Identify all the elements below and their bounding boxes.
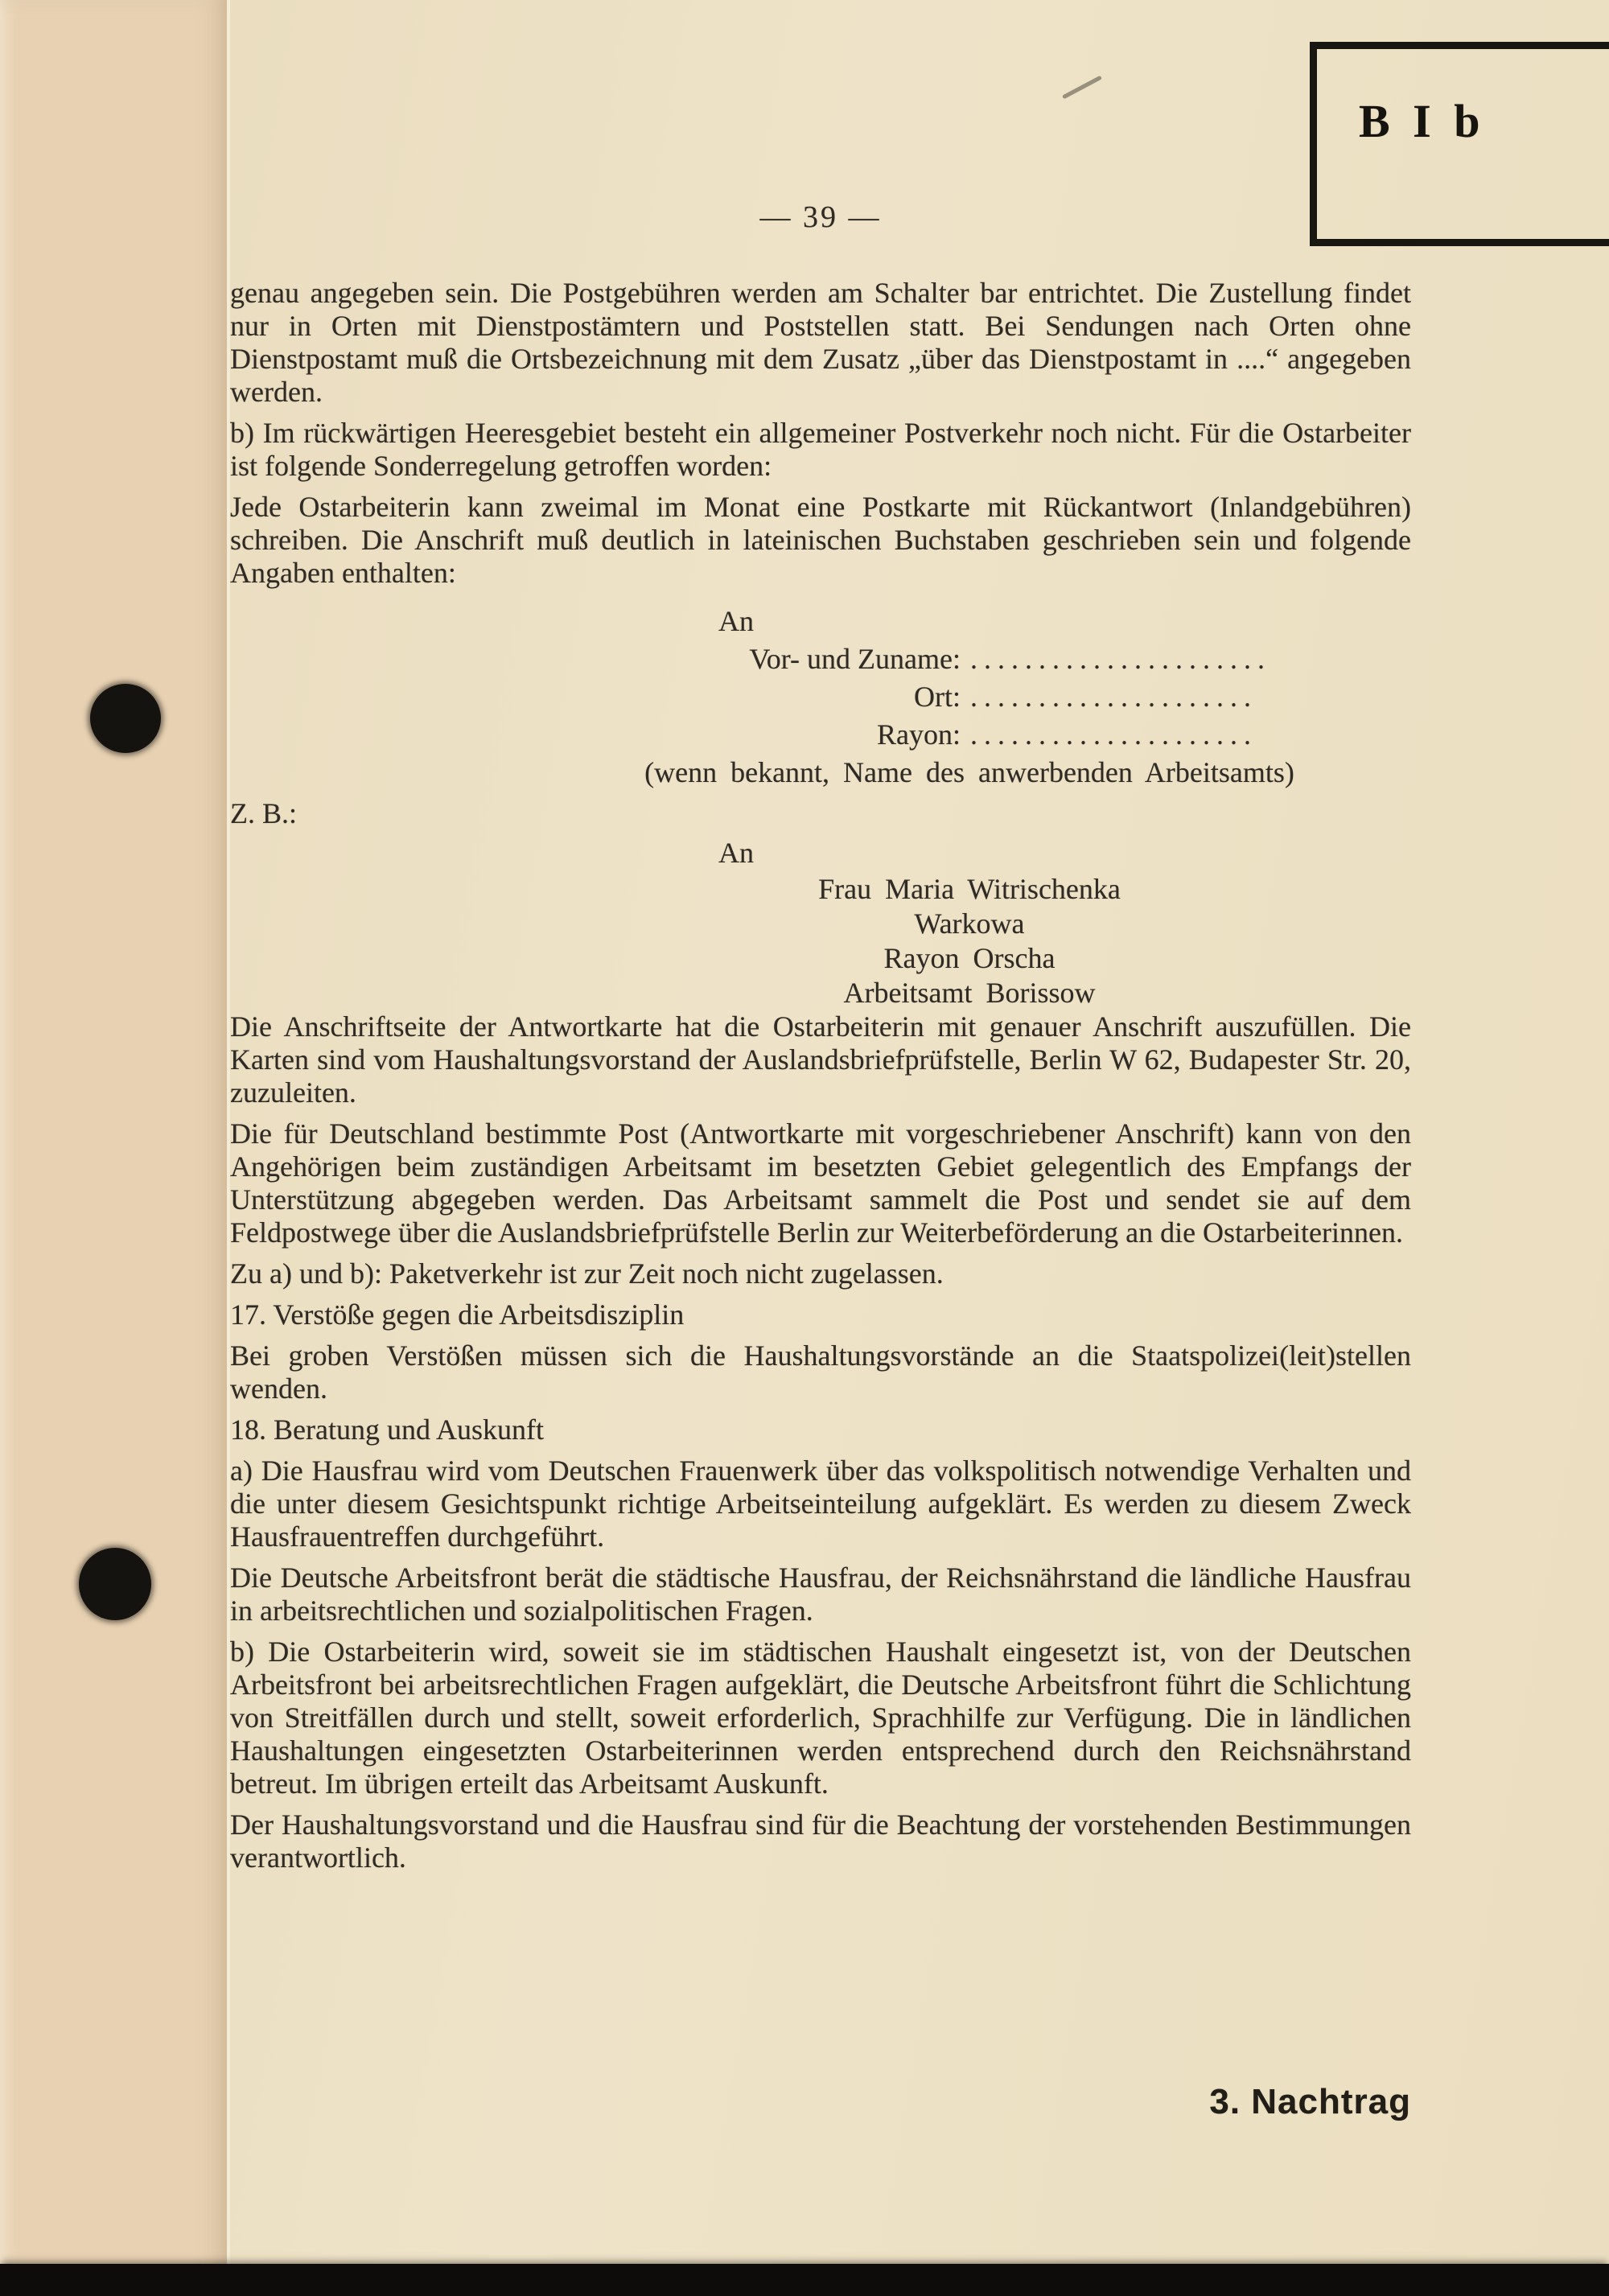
paragraph-arbeitsfront: Die Deutsche Arbeitsfront berät die städtische Hausfrau, der Reichsnährstand die ländliche Hausfrau in arbeitsrechtlichen und sozialpolitischen Fragen. [230, 1562, 1411, 1627]
paragraph-rear-army-area: b) Im rückwärtigen Heeresgebiet besteht ein allgemeiner Postverkehr noch nicht. Für die Ostarbeiter ist folgende Sonderregelung getroffen worden: [230, 417, 1411, 482]
example-address-line-town: Warkowa [914, 907, 1025, 940]
dotted-line: ...................... [970, 643, 1271, 675]
example-address-line-name: Frau Maria Witrischenka [818, 873, 1121, 905]
address-form-row-ort [230, 678, 1411, 716]
document-body [230, 277, 1411, 1882]
address-form-label-ort: Ort: [914, 681, 961, 713]
example-address-an: An [718, 837, 754, 869]
classification-stamp-label: B I b [1359, 95, 1483, 147]
paragraph-reply-card: Die Anschriftseite der Antwortkarte hat die Ostarbeiterin mit genauer Anschrift auszufüllen. Die Karten sind vom Haushaltungsvorstand der Auslandsbriefprüfstelle, Berlin W 62, Budapester Str. 20, zuzuleiten. [230, 1010, 1411, 1109]
section-heading-18: 18. Beratung und Auskunft [230, 1413, 544, 1446]
example-address [230, 834, 1411, 1010]
section-heading-17: 17. Verstöße gegen die Arbeitsdisziplin [230, 1298, 685, 1331]
address-form-row-name [230, 640, 1411, 678]
paragraph-postal-fees: genau angegeben sein. Die Postgebühren werden am Schalter bar entrichtet. Die Zustellung findet nur in Orten mit Dienstpostämtern und Poststellen statt. Bei Sendungen nach Orten ohne Dienstpostamt muß die Ortsbezeichnung mit dem Zusatz „über das Dienstpostamt in ....“ angegeben werden. [230, 277, 1411, 408]
address-form-note: (wenn bekannt, Name des anwerbenden Arbeitsamts) [644, 756, 1294, 788]
paragraph-responsibility: Der Haushaltungsvorstand und die Hausfrau sind für die Beachtung der vorstehenden Bestimmungen verantwortlich. [230, 1808, 1411, 1874]
example-prefix: Z. B.: [230, 797, 298, 829]
address-form-label-name: Vor- und Zuname: [749, 643, 961, 675]
page-number: — 39 — [759, 200, 882, 234]
page-left-edge-strip [0, 0, 230, 2296]
address-form-label-rayon: Rayon: [877, 718, 961, 751]
paragraph-parcel-service: Zu a) und b): Paketverkehr ist zur Zeit noch nicht zugelassen. [230, 1257, 944, 1290]
paragraph-postcard-rules: Jede Ostarbeiterin kann zweimal im Monat eine Postkarte mit Rückantwort (Inlandgebühren) schreiben. Die Anschrift muß deutlich in lateinischen Buchstaben geschrieben sein und folgende Angaben enthalten: [230, 491, 1411, 589]
address-form-an: An [718, 605, 754, 637]
dotted-line: ..................... [970, 718, 1257, 751]
example-address-line-rayon: Rayon Orscha [883, 942, 1056, 974]
paragraph-mail-to-germany: Die für Deutschland bestimmte Post (Antwortkarte mit vorgeschriebener Anschrift) kann von den Angehörigen beim zuständigen Arbeitsamt im besetzten Gebiet gelegentlich des Empfangs der Unterstützung abgegeben werden. Das Arbeitsamt sammelt die Post und sendet sie auf dem Feldpostwege über die Auslandsbriefprüfstelle Berlin zur Weiterbeförderung an die Ostarbeiterinnen. [230, 1117, 1411, 1249]
scan-bottom-edge [0, 2264, 1609, 2296]
example-address-lines [230, 872, 1411, 1010]
punch-hole-top [90, 684, 161, 753]
paragraph-discipline: Bei groben Verstößen müssen sich die Haushaltungsvorstände an die Staatspolizei(leit)stellen wenden. [230, 1339, 1411, 1405]
paragraph-ostarbeiterin-advice: b) Die Ostarbeiterin wird, soweit sie im städtischen Haushalt eingesetzt ist, von der Deutschen Arbeitsfront bei arbeitsrechtlichen Fragen aufgeklärt, die Deutsche Arbeitsfront führt die Schlichtung von Streitfällen durch und stellt, soweit erforderlich, Sprachhilfe zur Verfügung. Die in ländlichen Haushaltungen eingesetzten Ostarbeiterinnen werden entsprechend durch den Reichsnährstand betreut. Im übrigen erteilt das Arbeitsamt Auskunft. [230, 1636, 1411, 1800]
dotted-line: ..................... [970, 681, 1257, 713]
supplement-label: 3. Nachtrag [1209, 2082, 1411, 2121]
example-address-line-office: Arbeitsamt Borissow [843, 977, 1096, 1009]
pen-mark [1062, 76, 1102, 100]
paragraph-frauenwerk: a) Die Hausfrau wird vom Deutschen Frauenwerk über das volkspolitisch notwendige Verhalten und die unter diesem Gesichtspunkt richtige Arbeitseinteilung aufgeklärt. Es werden zu diesem Zweck Hausfrauentreffen durchgeführt. [230, 1455, 1411, 1553]
address-form-row-rayon [230, 716, 1411, 754]
address-form [230, 603, 1411, 792]
punch-hole-bottom [79, 1548, 151, 1620]
